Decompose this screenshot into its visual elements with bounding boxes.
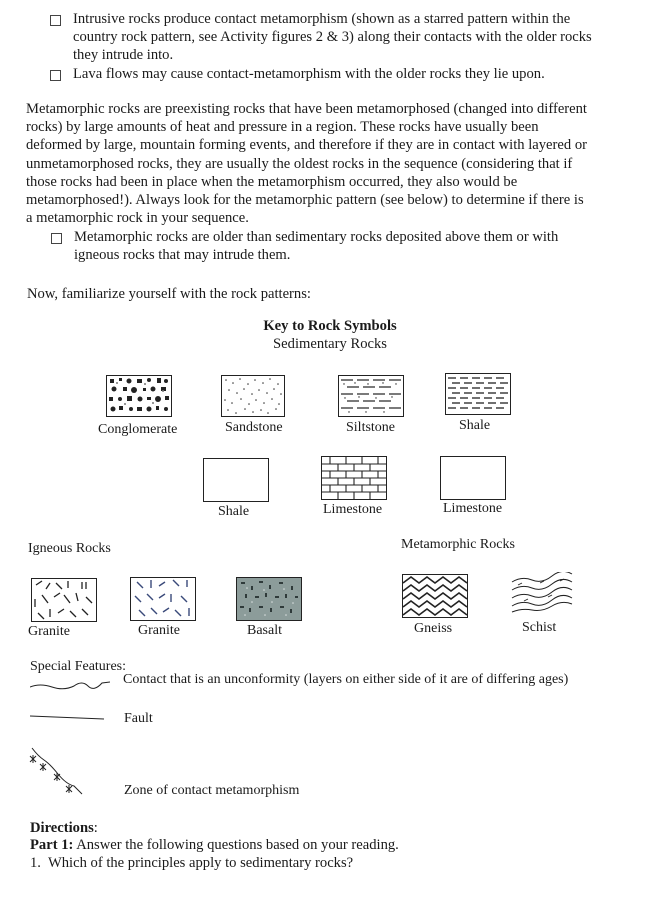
text-line: rocks) by large amounts of heat and pressure in a region. These rocks have usually been — [26, 119, 539, 136]
text-line: country rock pattern, see Activity figures 2 & 3) along their contacts with the older rocks — [73, 29, 592, 46]
text-line: Metamorphic rocks are preexisting rocks that have been metamorphosed (changed into different — [26, 101, 587, 117]
label-sandstone: Sandstone — [225, 420, 283, 435]
contact-metamorphism-icon — [28, 746, 88, 798]
limestone-swatch-plain — [440, 456, 506, 500]
label-limestone-2: Limestone — [443, 501, 503, 516]
special-features-heading: Special Features: — [30, 659, 127, 674]
directions-colon: : — [93, 820, 98, 836]
checkbox-icon — [50, 15, 61, 26]
key-subtitle: Sedimentary Rocks — [273, 336, 387, 352]
text-line: metamorphosed!). Always look for the metamorphic pattern (see below) to determine if there is — [26, 192, 584, 209]
bullet-intrusive — [73, 10, 653, 65]
key-title: Key to Rock Symbols — [263, 318, 397, 334]
part-1 — [30, 837, 399, 854]
directions-heading — [30, 820, 98, 837]
metamorphic-heading: Metamorphic Rocks — [401, 537, 515, 552]
fault-text: Fault — [124, 711, 153, 726]
label-granite-1: Granite — [28, 624, 70, 639]
text-line: a metamorphic rock in your sequence. — [26, 210, 249, 227]
conglomerate-swatch — [106, 375, 172, 417]
gneiss-swatch — [402, 574, 468, 618]
label-shale-1: Shale — [459, 418, 491, 433]
label-siltstone: Siltstone — [346, 420, 396, 435]
bullet-lava — [73, 65, 653, 83]
text-line: Lava flows may cause contact-metamorphism with the older rocks they lie upon. — [73, 66, 545, 82]
part-1-text: Answer the following questions based on your reading. — [73, 837, 399, 853]
sandstone-swatch — [221, 375, 285, 417]
part-1-label: Part 1: — [30, 837, 74, 853]
label-conglomerate: Conglomerate — [98, 422, 178, 437]
text-line: unmetamorphosed rocks, they are usually the oldest rocks in the sequence (considering that if — [26, 155, 573, 172]
text-line: Intrusive rocks produce contact metamorphism (shown as a starred pattern within the — [73, 11, 571, 27]
basalt-swatch — [236, 577, 302, 621]
label-granite-2: Granite — [138, 623, 180, 638]
text-line: igneous rocks that may intrude them. — [74, 247, 291, 264]
label-shale-2: Shale — [218, 504, 250, 519]
question-1: 1. Which of the principles apply to sedimentary rocks? — [30, 855, 354, 871]
intro-text: Now, familiarize yourself with the rock patterns: — [27, 286, 311, 302]
checkbox-icon — [50, 70, 61, 81]
limestone-swatch-brick — [321, 456, 387, 500]
fault-icon — [30, 712, 106, 722]
text-line: deformed by large, mountain forming events, and therefore if they are in contact with layered or — [26, 137, 587, 154]
unconformity-icon — [30, 678, 110, 692]
granite-swatch-2 — [130, 577, 196, 621]
granite-swatch-1 — [31, 578, 97, 622]
directions-label: Directions — [30, 820, 94, 836]
unconformity-text: Contact that is an unconformity (layers on either side of it are of differing ages) — [123, 672, 569, 687]
siltstone-swatch — [338, 375, 404, 417]
checkbox-icon — [51, 233, 62, 244]
bullet-metamorphic — [74, 228, 644, 264]
schist-swatch — [510, 572, 574, 614]
label-basalt: Basalt — [247, 623, 282, 638]
shale-swatch-plain — [203, 458, 269, 502]
igneous-heading: Igneous Rocks — [28, 541, 111, 556]
metamorphic-paragraph — [26, 100, 656, 227]
label-gneiss: Gneiss — [414, 621, 453, 636]
text-line: they intrude into. — [73, 47, 174, 64]
text-line: those rocks had been in place when the metamorphism occurred, they also would be — [26, 173, 518, 190]
label-limestone-1: Limestone — [323, 502, 383, 517]
label-schist: Schist — [522, 620, 557, 635]
text-line: Metamorphic rocks are older than sedimentary rocks deposited above them or with — [74, 229, 559, 245]
shale-swatch-dark — [445, 373, 511, 415]
contact-zone-text: Zone of contact metamorphism — [124, 783, 300, 798]
